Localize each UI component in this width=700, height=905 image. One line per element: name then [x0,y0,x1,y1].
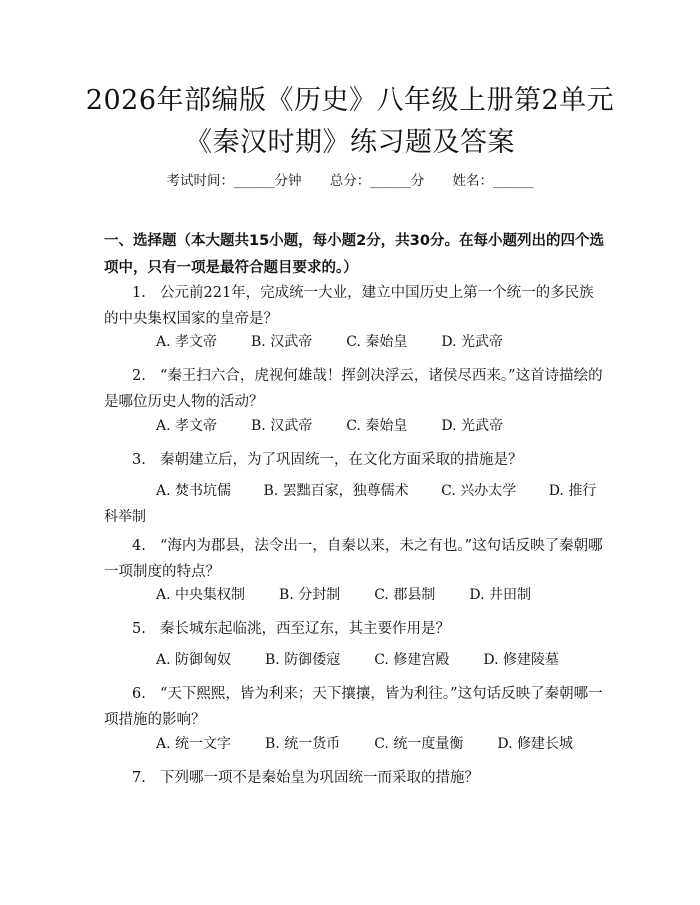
question-1 [104,280,604,332]
question-4-options [104,582,656,608]
option-c: C. 郡县制 [374,587,436,603]
option-b: B. 汉武帝 [251,334,313,350]
question-text: “秦王扫六合，虎视何雄哉！挥剑决浮云，诸侯尽西来。”这首诗描绘的是哪位历史人物的活动？ [104,368,603,410]
exam-name: 姓名：______ [452,173,534,189]
option-b: B. 统一货币 [265,736,341,752]
question-5 [104,616,604,642]
option-a: A. 孝文帝 [156,418,218,434]
question-number: 5. [132,621,146,637]
question-3 [104,447,604,473]
question-1-options [104,329,656,355]
question-2-options [104,413,656,439]
option-d: D. 光武帝 [441,334,503,350]
question-text: 公元前221年，完成统一大业，建立中国历史上第一个统一的多民族的中央集权国家的皇帝是？ [104,285,594,327]
question-7 [104,765,604,791]
question-5-options [104,647,656,673]
exam-time: 考试时间：______分钟 [166,173,302,189]
question-2 [104,363,604,415]
question-number: 1. [132,285,146,301]
option-b: B. 汉武帝 [251,418,313,434]
option-d: D. 推行科举制 [104,483,597,525]
section-heading: 一、选择题（本大题共15小题，每小题2分，共30分。在每小题列出的四个选项中，只有一项是最符合题目要求的。） [104,233,604,276]
option-a: A. 焚书坑儒 [156,483,232,499]
option-b: B. 防御倭寇 [265,652,341,668]
question-text: 下列哪一项不是秦始皇为巩固统一而采取的措施？ [160,770,479,786]
question-number: 3. [132,452,146,468]
option-c: C. 统一度量衡 [374,736,464,752]
option-d: D. 修建长城 [497,736,573,752]
question-number: 2. [132,368,146,384]
title-line-2: 《秦汉时期》练习题及答案 [185,127,515,158]
option-a: A. 统一文字 [156,736,232,752]
exam-score: 总分：______分 [329,173,425,189]
question-6-options [104,731,656,757]
option-c: C. 秦始皇 [346,334,408,350]
question-text: 秦朝建立后，为了巩固统一，在文化方面采取的措施是？ [160,452,523,468]
question-4 [104,533,604,585]
question-3-options [104,478,604,530]
option-d: D. 修建陵墓 [483,652,559,668]
option-d: D. 井田制 [469,587,531,603]
question-6 [104,681,604,733]
option-a: A. 防御匈奴 [156,652,232,668]
option-d: D. 光武帝 [441,418,503,434]
option-a: A. 中央集权制 [156,587,246,603]
title-line-1: 2026年部编版《历史》八年级上册第2单元 [85,85,615,116]
question-number: 6. [132,686,146,702]
option-c: C. 修建宫殿 [374,652,450,668]
exam-meta [0,169,700,189]
question-text: “海内为郡县，法令出一，自秦以来，未之有也。”这句话反映了秦朝哪一项制度的特点？ [104,538,603,580]
option-c: C. 秦始皇 [346,418,408,434]
question-number: 4. [132,538,146,554]
question-text: 秦长城东起临洮，西至辽东，其主要作用是？ [160,621,450,637]
option-b: B. 分封制 [279,587,341,603]
option-c: C. 兴办太学 [441,483,517,499]
option-a: A. 孝文帝 [156,334,218,350]
option-b: B. 罢黜百家，独尊儒术 [263,483,409,499]
question-number: 7. [132,770,146,786]
question-text: “天下熙熙，皆为利来；天下攘攘，皆为利往。”这句话反映了秦朝哪一项措施的影响？ [104,686,603,728]
